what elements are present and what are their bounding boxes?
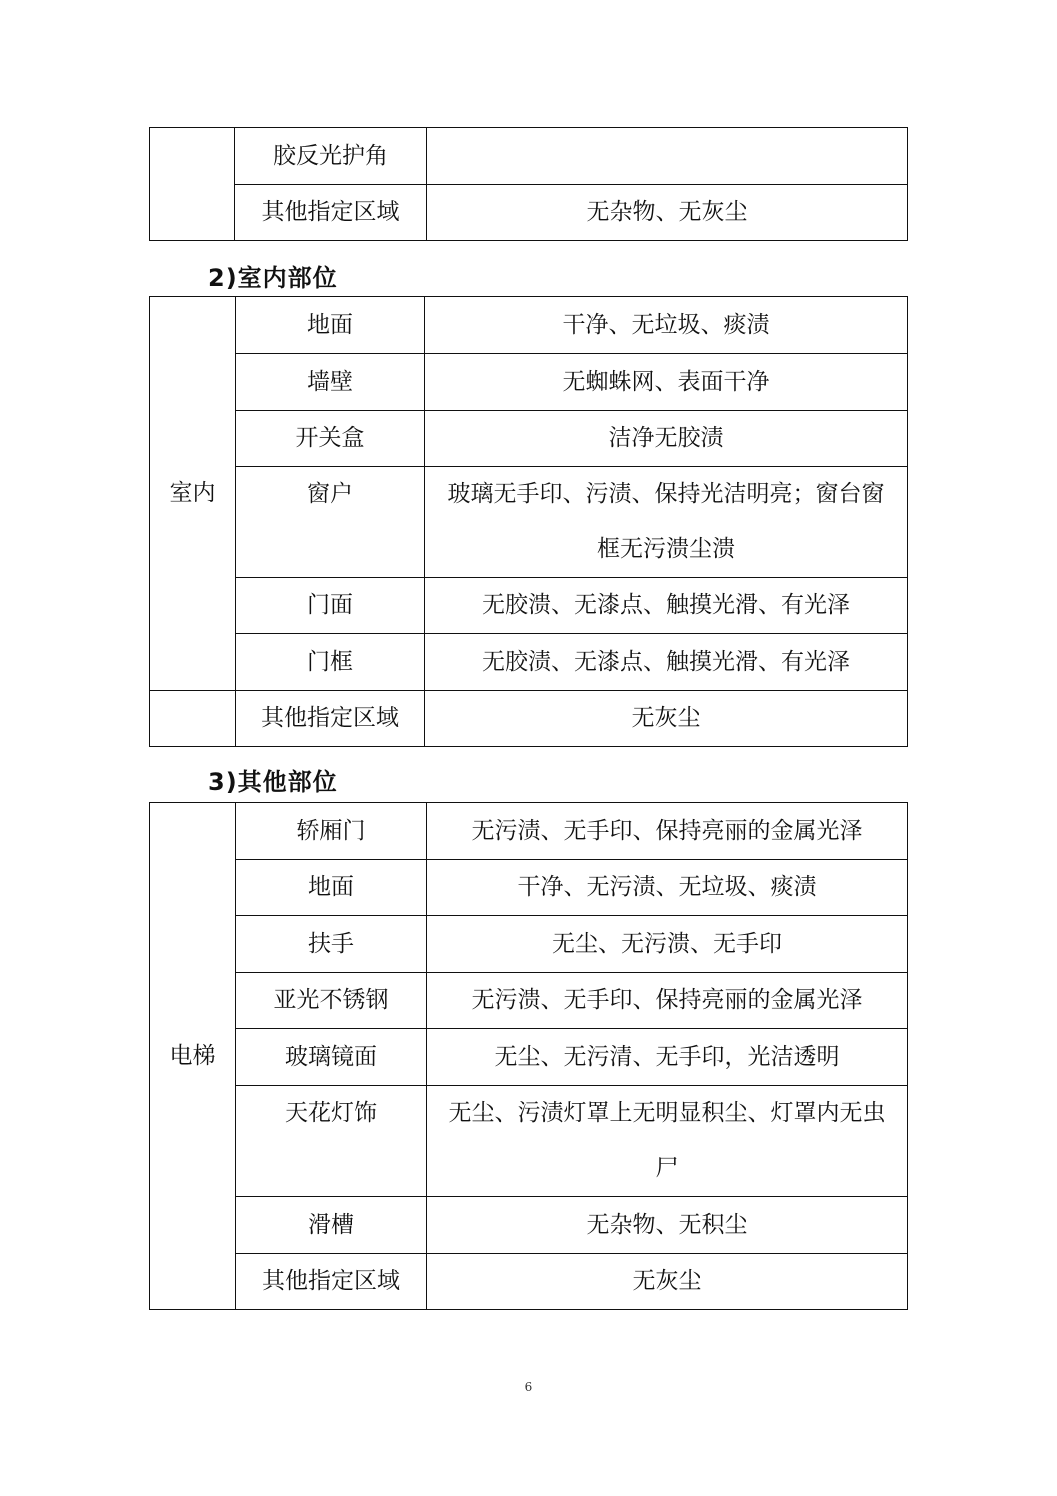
item-cell: 地面 xyxy=(236,860,427,916)
page-number: 6 xyxy=(524,1380,533,1394)
area-cell: 电梯 xyxy=(150,803,236,1310)
table-row xyxy=(150,973,908,1029)
table-row xyxy=(150,1086,908,1197)
standard-cell: 无胶渍、无漆点、触摸光滑、有光泽 xyxy=(425,634,908,691)
table-continued xyxy=(149,127,908,241)
table-row xyxy=(150,297,908,354)
item-cell: 天花灯饰 xyxy=(236,1086,427,1197)
table-row xyxy=(150,185,908,241)
item-cell: 扶手 xyxy=(236,916,427,973)
item-cell: 其他指定区域 xyxy=(236,1254,427,1310)
section-heading-indoor: 2)室内部位 xyxy=(208,264,338,292)
item-cell: 门面 xyxy=(236,578,425,634)
standard-cell: 无蜘蛛网、表面干净 xyxy=(425,354,908,411)
standard-cell xyxy=(425,467,908,578)
table-row xyxy=(150,1254,908,1310)
area-cell xyxy=(150,128,235,241)
table-row xyxy=(150,803,908,860)
table-row xyxy=(150,1197,908,1254)
item-cell: 亚光不锈钢 xyxy=(236,973,427,1029)
standard-cell: 无尘、无污溃、无手印 xyxy=(427,916,908,973)
standard-cell: 洁净无胶渍 xyxy=(425,411,908,467)
standard-cell xyxy=(427,1086,908,1197)
standard-cell: 无污渍、无手印、保持亮丽的金属光泽 xyxy=(427,803,908,860)
standard-cell: 无污溃、无手印、保持亮丽的金属光泽 xyxy=(427,973,908,1029)
item-cell: 其他指定区域 xyxy=(235,185,427,241)
table-row xyxy=(150,916,908,973)
item-cell: 玻璃镜面 xyxy=(236,1029,427,1086)
standard-cell: 干净、无垃圾、痰渍 xyxy=(425,297,908,354)
standard-cell: 干净、无污渍、无垃圾、痰渍 xyxy=(427,860,908,916)
section-heading-other: 3)其他部位 xyxy=(208,768,338,796)
item-cell: 窗户 xyxy=(236,467,425,578)
table-row xyxy=(150,691,908,747)
table-row xyxy=(150,128,908,185)
item-cell: 滑槽 xyxy=(236,1197,427,1254)
area-cell: 室内 xyxy=(150,297,236,691)
table-row xyxy=(150,634,908,691)
item-cell: 胶反光护角 xyxy=(235,128,427,185)
table-row xyxy=(150,578,908,634)
standard-line: 尸 xyxy=(655,1155,679,1181)
table-row xyxy=(150,467,908,578)
item-cell: 开关盒 xyxy=(236,411,425,467)
table-row xyxy=(150,1029,908,1086)
standard-line: 框无污溃尘溃 xyxy=(597,536,735,562)
table-row xyxy=(150,860,908,916)
standard-cell: 无尘、无污清、无手印，光洁透明 xyxy=(427,1029,908,1086)
item-cell: 地面 xyxy=(236,297,425,354)
standard-cell xyxy=(427,128,908,185)
standard-line: 玻璃无手印、污渍、保持光洁明亮；窗台窗 xyxy=(447,481,885,507)
item-cell: 墙壁 xyxy=(236,354,425,411)
table-row xyxy=(150,354,908,411)
area-cell xyxy=(150,691,236,747)
standard-cell: 无灰尘 xyxy=(425,691,908,747)
standard-cell: 无杂物、无灰尘 xyxy=(427,185,908,241)
item-cell: 其他指定区域 xyxy=(236,691,425,747)
table-elevator xyxy=(149,802,908,1310)
item-cell: 轿厢门 xyxy=(236,803,427,860)
item-cell: 门框 xyxy=(236,634,425,691)
table-indoor xyxy=(149,296,908,747)
standard-cell: 无胶溃、无漆点、触摸光滑、有光泽 xyxy=(425,578,908,634)
standard-cell: 无杂物、无积尘 xyxy=(427,1197,908,1254)
standard-line: 无尘、污渍灯罩上无明显积尘、灯罩内无虫 xyxy=(448,1100,886,1126)
standard-cell: 无灰尘 xyxy=(427,1254,908,1310)
table-row xyxy=(150,411,908,467)
